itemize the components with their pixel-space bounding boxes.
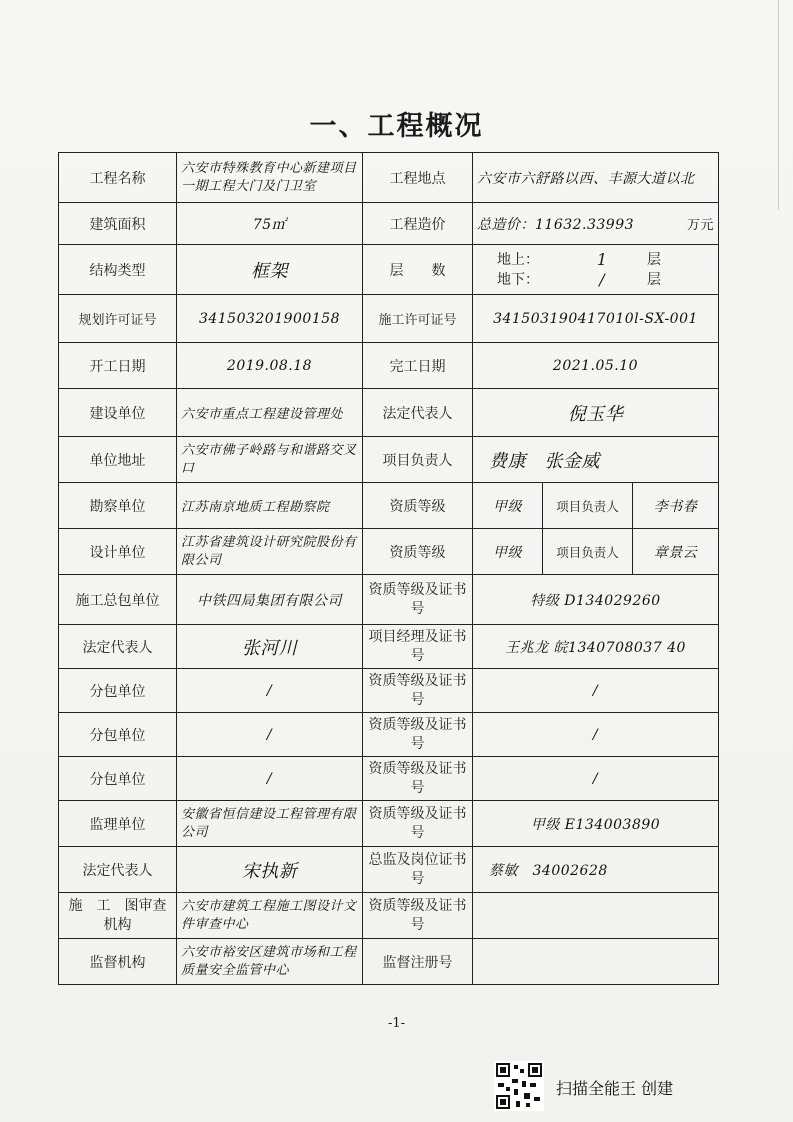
label-structure: 结构类型 [59, 245, 177, 295]
label-design: 设计单位 [59, 529, 177, 575]
project-overview-table [58, 152, 719, 985]
label-sub1-grade: 资质等级及证书号 [363, 669, 473, 713]
label-supervisor-rep: 法定代表人 [59, 847, 177, 893]
row-dates [59, 343, 719, 389]
value-survey-grade: 甲级 [473, 483, 543, 529]
row-project-name [59, 153, 719, 203]
label-monitor: 监督机构 [59, 939, 177, 985]
label-area: 建筑面积 [59, 203, 177, 245]
value-sub2: / [177, 713, 363, 757]
value-sub3: / [177, 757, 363, 801]
label-project-location: 工程地点 [363, 153, 473, 203]
floors-above-value: 1 [596, 249, 608, 269]
label-design-pm: 项目负责人 [543, 529, 633, 575]
scanner-watermark: 扫描全能王 创建 [556, 1079, 674, 1098]
value-floors-cell [473, 245, 719, 295]
value-address: 六安市佛子岭路与和谐路交叉口 [177, 437, 363, 483]
row-structure [59, 245, 719, 295]
label-project-manager: 项目经理及证书号 [363, 625, 473, 669]
label-survey-pm: 项目负责人 [543, 483, 633, 529]
label-survey: 勘察单位 [59, 483, 177, 529]
value-start-date: 2019.08.18 [177, 343, 363, 389]
page-title: 一、工程概况 [309, 111, 484, 142]
label-start-date: 开工日期 [59, 343, 177, 389]
floors-above-unit: 层 [647, 251, 661, 268]
value-monitor-reg [473, 939, 719, 985]
value-design: 江苏省建筑设计研究院股份有限公司 [177, 529, 363, 575]
floors-below-label: 地下： [497, 271, 539, 288]
label-address: 单位地址 [59, 437, 177, 483]
label-owner-rep: 法定代表人 [363, 389, 473, 437]
label-sub2: 分包单位 [59, 713, 177, 757]
label-sub2-grade: 资质等级及证书号 [363, 713, 473, 757]
value-chief-supervisor: 蔡敏 34002628 [473, 847, 719, 893]
floors-block [477, 250, 714, 290]
row-sub1 [59, 669, 719, 713]
value-construction-permit: 341503190417010l-SX-001 [473, 295, 719, 343]
row-owner [59, 389, 719, 437]
row-sub2 [59, 713, 719, 757]
row-supervisor [59, 801, 719, 847]
row-monitor [59, 939, 719, 985]
value-design-grade: 甲级 [473, 529, 543, 575]
value-supervisor-grade: 甲级 E134003890 [473, 801, 719, 847]
label-chief-supervisor: 总监及岗位证书号 [363, 847, 473, 893]
value-sub2-grade: / [473, 713, 719, 757]
label-cost: 工程造价 [363, 203, 473, 245]
value-supervisor-rep: 宋执新 [177, 847, 363, 893]
value-survey-pm: 李书春 [633, 483, 719, 529]
label-project-lead: 项目负责人 [363, 437, 473, 483]
row-contractor [59, 575, 719, 625]
label-supervisor: 监理单位 [59, 801, 177, 847]
label-project-name: 工程名称 [59, 153, 177, 203]
label-monitor-reg: 监督注册号 [363, 939, 473, 985]
value-supervisor: 安徽省恒信建设工程管理有限公司 [177, 801, 363, 847]
value-owner: 六安市重点工程建设管理处 [177, 389, 363, 437]
value-planning-permit: 341503201900158 [177, 295, 363, 343]
value-contractor-rep: 张河川 [177, 625, 363, 669]
label-contractor-grade: 资质等级及证书号 [363, 575, 473, 625]
value-cost-cell [473, 203, 719, 245]
label-contractor: 施工总包单位 [59, 575, 177, 625]
value-cost: 总造价：11632.33993 [477, 216, 635, 233]
row-sub3 [59, 757, 719, 801]
value-area: 75㎡ [177, 203, 363, 245]
label-end-date: 完工日期 [363, 343, 473, 389]
row-area [59, 203, 719, 245]
label-review-grade: 资质等级及证书号 [363, 893, 473, 939]
label-contractor-rep: 法定代表人 [59, 625, 177, 669]
value-review-grade [473, 893, 719, 939]
value-sub1: / [177, 669, 363, 713]
value-contractor-grade: 特级 D134029260 [473, 575, 719, 625]
label-floors: 层 数 [363, 245, 473, 295]
row-review [59, 893, 719, 939]
label-sub1: 分包单位 [59, 669, 177, 713]
label-sub3: 分包单位 [59, 757, 177, 801]
value-sub1-grade: / [473, 669, 719, 713]
floors-above-label: 地上： [497, 251, 539, 268]
floors-below-value: / [599, 269, 605, 289]
label-planning-permit: 规划许可证号 [59, 295, 177, 343]
row-supervisor-rep [59, 847, 719, 893]
value-end-date: 2021.05.10 [473, 343, 719, 389]
value-project-name: 六安市特殊教育中心新建项目一期工程大门及门卫室 [177, 153, 363, 203]
value-review: 六安市建筑工程施工图设计文件审查中心 [177, 893, 363, 939]
value-survey: 江苏南京地质工程勘察院 [177, 483, 363, 529]
floors-below-unit: 层 [647, 271, 661, 288]
value-project-location: 六安市六舒路以西、丰源大道以北 [473, 153, 719, 203]
label-survey-grade: 资质等级 [363, 483, 473, 529]
value-owner-rep: 倪玉华 [473, 389, 719, 437]
value-structure: 框架 [177, 245, 363, 295]
label-supervisor-grade: 资质等级及证书号 [363, 801, 473, 847]
value-project-lead: 费康 张金威 [473, 437, 719, 483]
row-contractor-rep [59, 625, 719, 669]
label-design-grade: 资质等级 [363, 529, 473, 575]
row-address [59, 437, 719, 483]
value-monitor: 六安市裕安区建筑市场和工程质量安全监管中心 [177, 939, 363, 985]
row-permits [59, 295, 719, 343]
label-construction-permit: 施工许可证号 [363, 295, 473, 343]
value-project-manager: 王兆龙 皖1340708037 40 [473, 625, 719, 669]
value-design-pm: 章景云 [633, 529, 719, 575]
value-contractor: 中铁四局集团有限公司 [177, 575, 363, 625]
label-owner: 建设单位 [59, 389, 177, 437]
row-design [59, 529, 719, 575]
cost-unit: 万元 [686, 218, 714, 233]
row-survey [59, 483, 719, 529]
value-sub3-grade: / [473, 757, 719, 801]
label-sub3-grade: 资质等级及证书号 [363, 757, 473, 801]
qr-code-icon [494, 1061, 544, 1111]
page-number: -1- [387, 1016, 406, 1031]
label-review: 施 工 图审查机构 [59, 893, 177, 939]
